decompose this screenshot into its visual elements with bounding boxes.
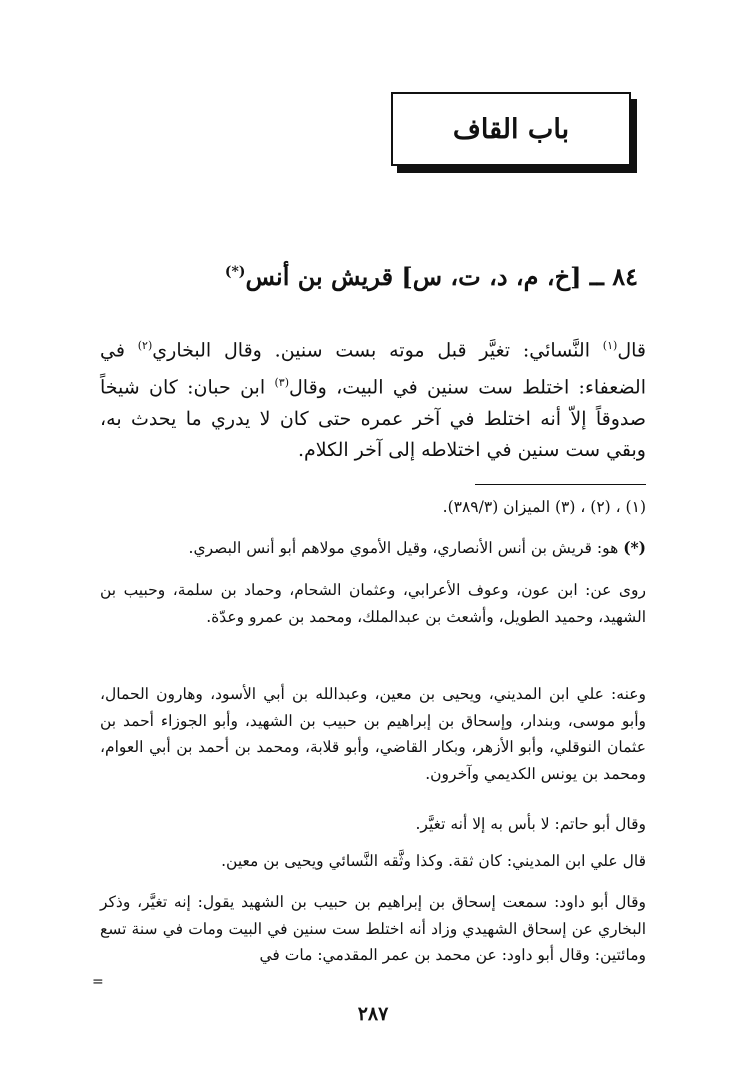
footnote-wa-anhu [100,681,646,787]
main-text-part: قال [617,339,646,362]
footnote-divider [475,484,646,485]
footnote-star-label: (*) [623,538,646,557]
main-text-part: النَّسائي: تغيَّر قبل موته بست سنين. وقال البخاري [152,339,603,362]
footnote-abu-dawud [100,889,646,969]
entry-title [225,262,638,291]
main-text-part: ابن حبان: كان شيخاً صدوقاً إلاّ أنه اختلط في آخر عمره حتى كان لا يدري ما يحدث به، وبقي ست سنين في اختلاطه إلى آخر الكلام. [100,376,646,462]
continuation-mark: = [92,974,104,990]
main-paragraph [100,330,646,467]
page-number: ٢٨٧ [357,1003,389,1025]
footnote-paragraph: وقال أبو حاتم: لا بأس به إلا أنه تغيَّر. [415,815,646,833]
entry-title-text: ٨٤ ــ [خ، م، د، ت، س] قريش بن أنس [245,262,638,291]
footnote-ref-1: (١) [602,339,618,352]
footnote-paragraph: قال علي ابن المديني: كان ثقة. وكذا وثَّقه النَّسائي ويحيى بن معين. [221,852,646,870]
footnote-abu-hatim [100,811,646,838]
footnote-star-text: هو: قريش بن أنس الأنصاري، وقيل الأموي مولاهم أبو أنس البصري. [188,539,624,557]
footnote-paragraph: روى عن: ابن عون، وعوف الأعرابي، وعثمان الشحام، وحماد بن سلمة، وحبيب بن الشهيد، وحميد الطويل، وأشعث بن عبدالملك، ومحمد بن عمرو وعدّة. [100,581,646,626]
footnote-rawa-an [100,577,646,630]
footnote-paragraph: وقال أبو داود: سمعت إسحاق بن إبراهيم بن حبيب بن الشهيد يقول: إنه تغيَّر، وذكر البخاري عن إسحاق الشهيدي وزاد أنه اختلط ست سنين في البيت ومات في سنة تسع ومائتين: وقال أبو داود: عن محمد بن عمر المقدمي: مات في [100,893,646,964]
footnote-ref-2: (٢) [137,339,153,352]
footnote-source-line: (١) ، (٢) ، (٣) الميزان (٣٨٩/٣). [442,498,646,516]
chapter-title: باب القاف [452,113,570,145]
footnote-paragraph: وعنه: علي ابن المديني، ويحيى بن معين، وعبدالله بن أبي الأسود، وهارون الحمال، وأبو موسى، وبندار، وإسحاق بن إبراهيم بن حبيب بن الشهيد، وأبو الجوزاء أحمد بن عثمان النوقلي، وأبو الأزهر، وبكار القاضي، وأبو قلابة، ومحمد بن أحمد بن أبي العوام، ومحمد بن يونس الكديمي وآخرون. [100,685,646,783]
entry-footnote-marker: (*) [224,264,246,280]
chapter-header-box [391,92,631,166]
footnote-ref-3: (٣) [274,375,289,389]
main-text-part: في الضعفاء: اختلط ست سنين في البيت، وقال [100,339,646,399]
main-text [100,330,646,467]
footnote-ibn-madini [100,848,646,875]
footnote-star [100,535,646,562]
